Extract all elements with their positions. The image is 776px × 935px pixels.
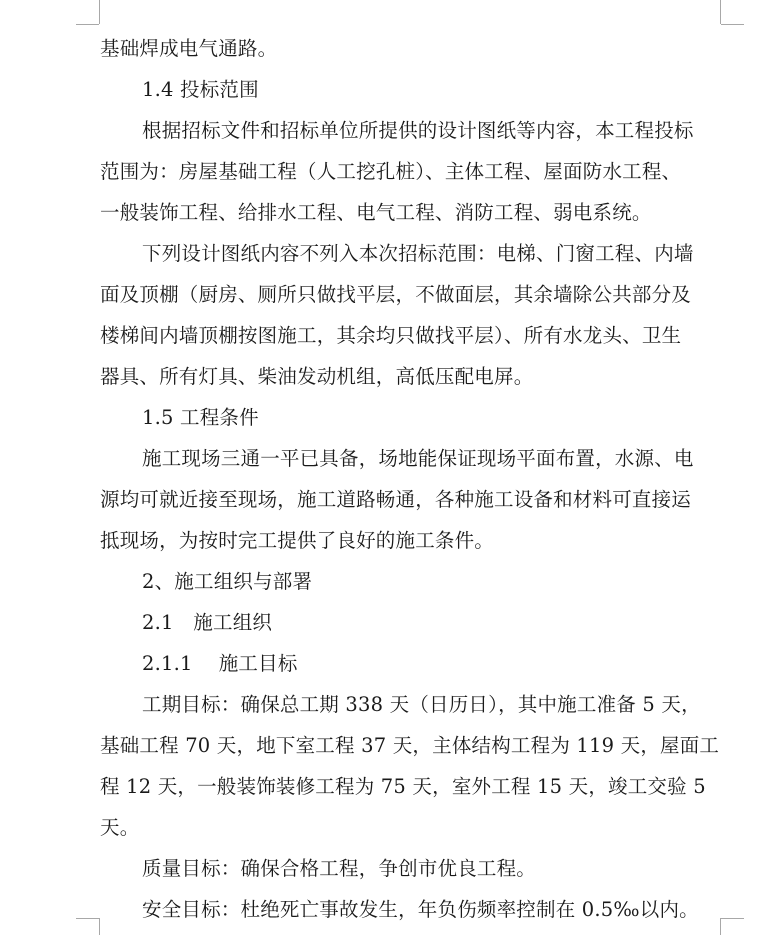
text-line[interactable]: 抵现场，为按时完工提供了良好的施工条件。 <box>100 529 495 552</box>
text-line[interactable]: 楼梯间内墙顶棚按图施工，其余均只做找平层）、所有水龙头、卫生 <box>100 324 682 347</box>
crop-mark-top-left-horizontal <box>76 24 99 25</box>
text-line[interactable]: 器具、所有灯具、柴油发动机组，高低压配电屏。 <box>100 365 534 388</box>
text-line[interactable]: 程 12 天，一般装饰装修工程为 75 天，室外工程 15 天，竣工交验 5 <box>100 775 706 798</box>
text-line[interactable]: 安全目标：杜绝死亡事故发生，年负伤频率控制在 0.5‰以内。 <box>142 898 699 921</box>
text-line[interactable]: 范围为：房屋基础工程（人工挖孔桩）、主体工程、屋面防水工程、 <box>100 160 682 183</box>
text-line[interactable]: 基础工程 70 天，地下室工程 37 天，主体结构工程为 119 天，屋面工 <box>100 734 720 757</box>
crop-mark-top-right-horizontal <box>721 24 744 25</box>
crop-mark-top-right-vertical <box>720 0 721 24</box>
text-line[interactable]: 基础焊成电气通路。 <box>100 37 278 60</box>
section-heading[interactable]: 2.1.1 施工目标 <box>142 652 298 675</box>
text-line[interactable]: 根据招标文件和招标单位所提供的设计图纸等内容，本工程投标 <box>142 119 694 142</box>
text-line[interactable]: 下列设计图纸内容不列入本次招标范围：电梯、门窗工程、内墙 <box>142 242 694 265</box>
text-line[interactable]: 施工现场三通一平已具备，场地能保证现场平面布置，水源、电 <box>142 447 694 470</box>
section-heading[interactable]: 1.5 工程条件 <box>142 406 259 429</box>
text-line[interactable]: 源均可就近接至现场，施工道路畅通，各种施工设备和材料可直接运 <box>100 488 692 511</box>
text-line[interactable]: 一般装饰工程、给排水工程、电气工程、消防工程、弱电系统。 <box>100 201 652 224</box>
section-heading[interactable]: 2、施工组织与部署 <box>142 570 313 593</box>
crop-mark-top-left-vertical <box>99 0 100 24</box>
text-line[interactable]: 天。 <box>100 816 140 839</box>
crop-mark-bottom-right-horizontal <box>721 918 744 919</box>
section-heading[interactable]: 2.1 施工组织 <box>142 611 273 634</box>
section-heading[interactable]: 1.4 投标范围 <box>142 78 259 101</box>
document-body[interactable] <box>100 28 720 930</box>
text-line[interactable]: 工期目标：确保总工期 338 天（日历日），其中施工准备 5 天， <box>142 693 701 716</box>
text-line[interactable]: 面及顶棚（厨房、厕所只做找平层，不做面层，其余墙除公共部分及 <box>100 283 692 306</box>
text-line[interactable]: 质量目标：确保合格工程，争创市优良工程。 <box>142 857 537 880</box>
crop-mark-bottom-left-horizontal <box>76 918 99 919</box>
crop-mark-bottom-right-vertical <box>720 918 721 935</box>
